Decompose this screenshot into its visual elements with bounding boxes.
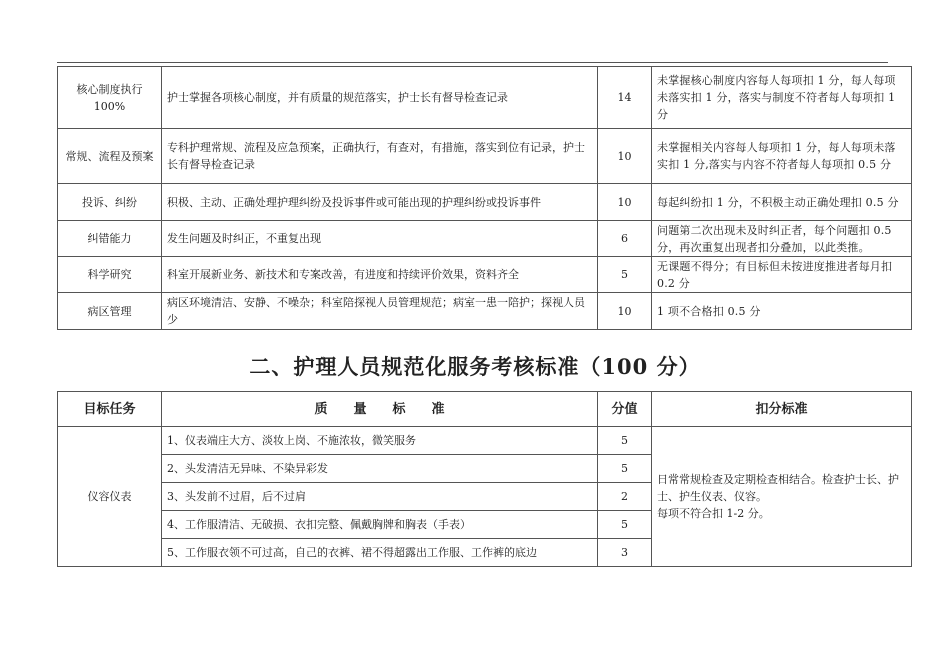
score-cell: 5 <box>598 427 652 455</box>
header-score: 分值 <box>598 392 652 427</box>
header-deduction: 扣分标准 <box>652 392 912 427</box>
standard-cell: 科室开展新业务、新技术和专案改善，有进度和持续评价效果，资料齐全 <box>162 257 598 293</box>
table-row <box>58 293 912 330</box>
standard-cell: 4、工作服清洁、无破损、衣扣完整、佩戴胸牌和胸表（手表） <box>162 511 598 539</box>
header-task: 目标任务 <box>58 392 162 427</box>
task-cell: 核心制度执行100% <box>58 67 162 129</box>
assessment-table-2 <box>57 391 912 567</box>
score-cell: 10 <box>598 184 652 221</box>
score-cell: 6 <box>598 221 652 257</box>
table-header-row <box>58 392 912 427</box>
deduction-text: 日常常规检查及定期检查相结合。检查护士长、护士、护生仪表、仪容。 每项不符合扣 1-2 分。 <box>657 473 899 520</box>
standard-cell: 发生问题及时纠正，不重复出现 <box>162 221 598 257</box>
standard-cell: 积极、主动、正确处理护理纠纷及投诉事件或可能出现的护理纠纷或投诉事件 <box>162 184 598 221</box>
standard-cell: 1、仪表端庄大方、淡妆上岗、不施浓妆，微笑服务 <box>162 427 598 455</box>
table-row <box>58 257 912 293</box>
deduction-cell: 问题第二次出现未及时纠正者，每个问题扣 0.5 分，再次重复出现者扣分叠加，以此类推。 <box>652 221 912 257</box>
standard-cell: 5、工作服衣领不可过高，自己的衣裤、裙不得超露出工作服、工作裤的底边 <box>162 539 598 567</box>
standard-cell: 3、头发前不过眉，后不过肩 <box>162 483 598 511</box>
table-row <box>58 427 912 455</box>
score-cell: 5 <box>598 511 652 539</box>
score-cell: 10 <box>598 129 652 184</box>
task-cell: 常规、流程及预案 <box>58 129 162 184</box>
group-task-cell: 仪容仪表 <box>58 427 162 567</box>
standard-cell: 专科护理常规、流程及应急预案，正确执行，有查对，有措施，落实到位有记录，护士长有督导检查记录 <box>162 129 598 184</box>
deduction-cell: 未掌握核心制度内容每人每项扣 1 分，每人每项未落实扣 1 分，落实与制度不符者每人每项扣 1 分 <box>652 67 912 129</box>
table-row <box>58 184 912 221</box>
standard-cell: 护士掌握各项核心制度，并有质量的规范落实，护士长有督导检查记录 <box>162 67 598 129</box>
deduction-cell: 1 项不合格扣 0.5 分 <box>652 293 912 330</box>
score-cell: 3 <box>598 539 652 567</box>
task-cell: 科学研究 <box>58 257 162 293</box>
section-title: 二、护理人员规范化服务考核标准（100 分） <box>249 354 701 379</box>
table-row <box>58 129 912 184</box>
task-cell: 纠错能力 <box>58 221 162 257</box>
header-standard: 质 量 标 准 <box>162 392 598 427</box>
score-cell: 5 <box>598 455 652 483</box>
deduction-cell: 无课题不得分；有目标但未按进度推进者每月扣 0.2 分 <box>652 257 912 293</box>
standard-cell: 病区环境清洁、安静、不噪杂；科室陪探视人员管理规范；病室一患一陪护；探视人员少 <box>162 293 598 330</box>
score-cell: 2 <box>598 483 652 511</box>
score-cell: 10 <box>598 293 652 330</box>
group-deduction-cell <box>652 427 912 567</box>
score-cell: 5 <box>598 257 652 293</box>
deduction-cell: 每起纠纷扣 1 分，不积极主动正确处理扣 0.5 分 <box>652 184 912 221</box>
assessment-table-1 <box>57 66 912 330</box>
task-cell: 投诉、纠纷 <box>58 184 162 221</box>
task-cell: 病区管理 <box>58 293 162 330</box>
table-row <box>58 221 912 257</box>
header-rule <box>57 62 888 63</box>
score-cell: 14 <box>598 67 652 129</box>
deduction-cell: 未掌握相关内容每人每项扣 1 分，每人每项未落实扣 1 分,落实与内容不符者每人每项扣 0.5 分 <box>652 129 912 184</box>
standard-cell: 2、头发清洁无异味、不染异彩发 <box>162 455 598 483</box>
table-row <box>58 67 912 129</box>
